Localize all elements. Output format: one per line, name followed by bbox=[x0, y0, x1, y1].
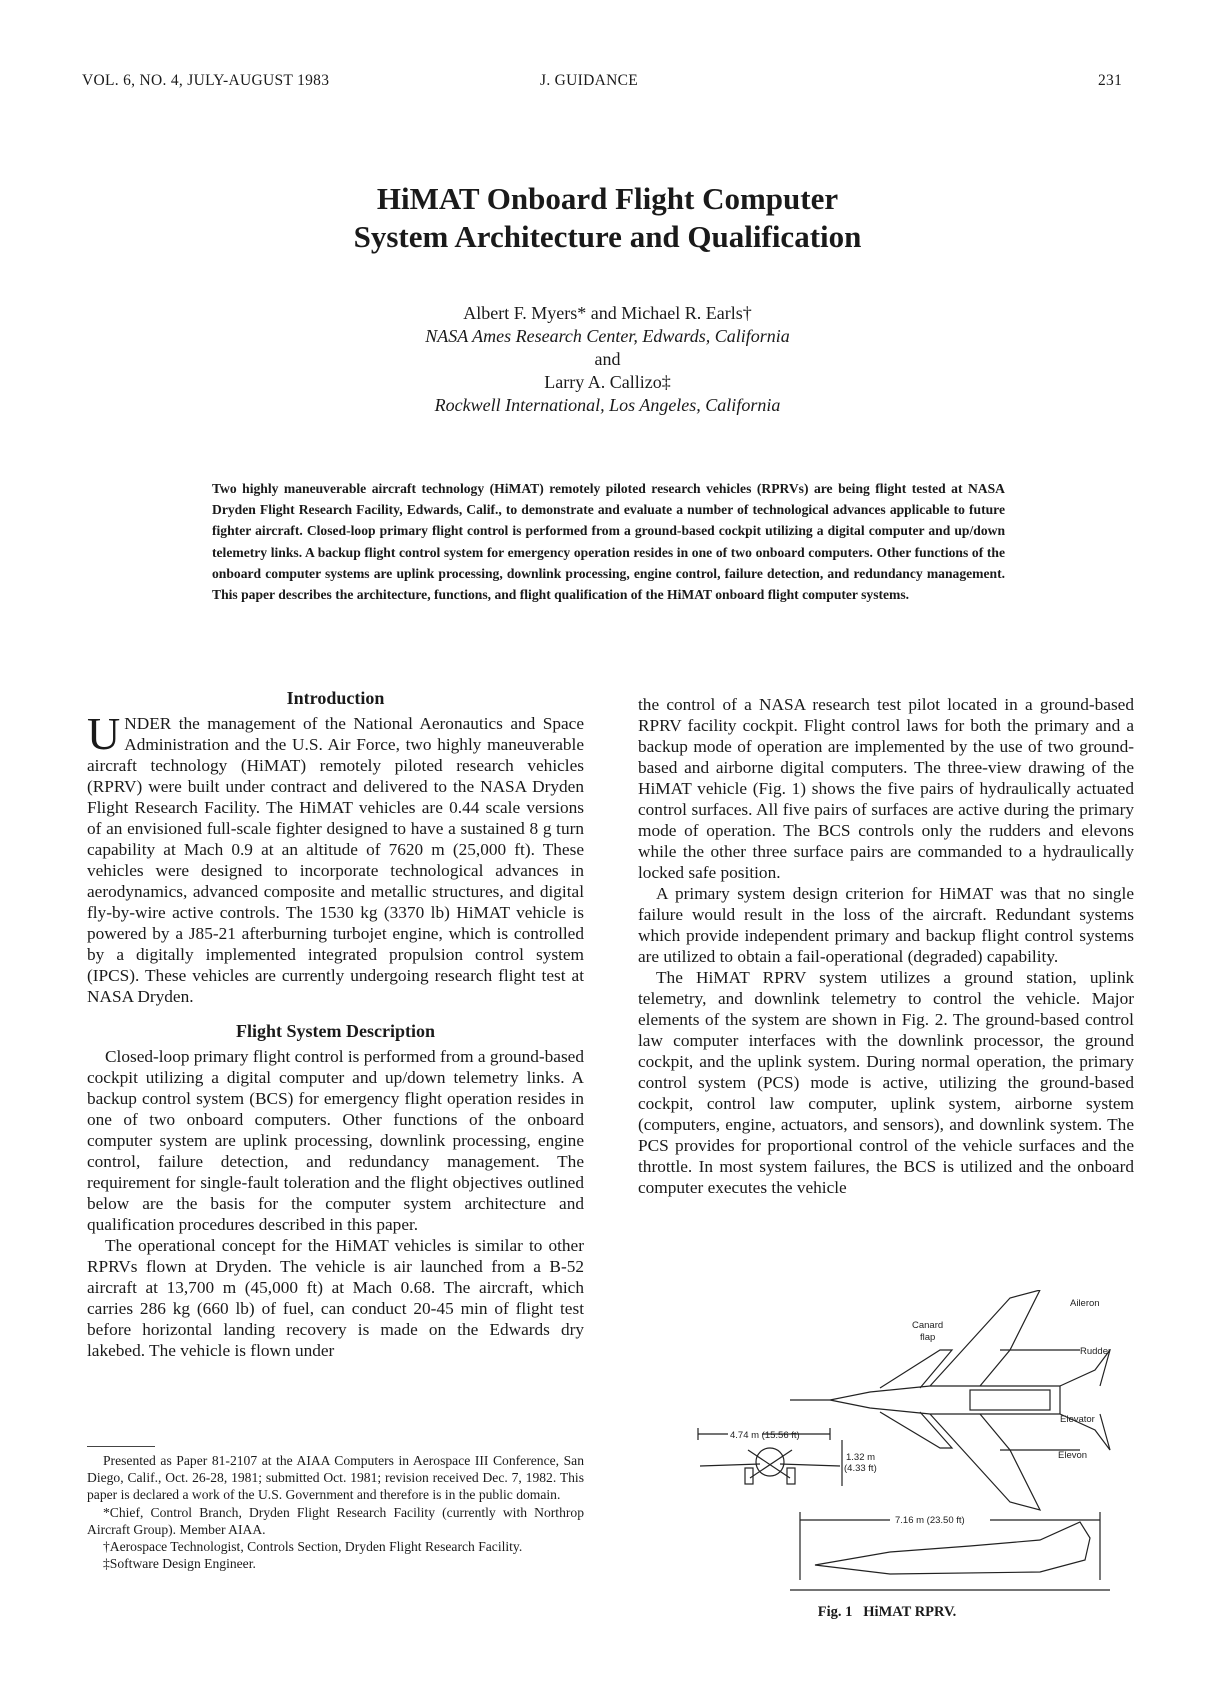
label-span: 4.74 m (15.56 ft) bbox=[730, 1430, 800, 1441]
title-line-2: System Architecture and Qualification bbox=[353, 219, 862, 254]
right-column bbox=[638, 694, 1134, 1198]
label-elevator: Elevator bbox=[1060, 1414, 1095, 1425]
paragraph: A primary system design criterion for HiMAT was that no single failure would result in the loss of the aircraft. Redundant systems which provide independent primary and backup flight control systems are utilized to obtain a fail-operational (degraded) capability. bbox=[638, 884, 1134, 966]
label-length: 7.16 m (23.50 ft) bbox=[895, 1515, 965, 1526]
label-elevon: Elevon bbox=[1058, 1450, 1088, 1461]
left-column bbox=[87, 688, 584, 1361]
drop-cap: U bbox=[87, 708, 121, 759]
paragraph: The HiMAT RPRV system utilizes a ground station, uplink telemetry, and downlink telemetry to control the vehicle. Major elements of the system are shown in Fig. 2. The ground-based control law computer interfaces with the downlink processor, the ground cockpit, and the uplink system. During normal operation, the primary control system (PCS) mode is active, utilizing the ground-based cockpit, control law computer, uplink system, airborne system (computers, engine, actuators, and sensors), and downlink system. The PCS provides for proportional control of the vehicle surfaces and the throttle. In most system failures, the BCS is utilized and the onboard computer executes the vehicle bbox=[638, 968, 1134, 1197]
intro-text: NDER the management of the National Aeronautics and Space Administration and the U.S. Air Force, two highly maneuverable aircraft technology (HiMAT) remotely piloted research vehicles (RPRV) were built under contract and delivered to the NASA Dryden Flight Research Facility. The HiMAT vehicles are 0.44 scale versions of an envisioned full-scale fighter designed to have a sustained 8 g turn capability at Mach 0.9 at an altitude of 7620 m (25,000 ft). These vehicles were designed to incorporate technological advances in aerodynamics, advanced composite and metallic structures, and digital fly-by-wire active controls. The 1530 kg (3370 lb) HiMAT vehicle is powered by a J85-21 afterburning turbojet engine, which is controlled by a digitally implemented integrated propulsion control system (IPCS). These vehicles are currently undergoing research flight test at NASA Dryden. bbox=[87, 714, 584, 1006]
footnotes bbox=[87, 1452, 584, 1572]
authors-and: and bbox=[594, 349, 621, 369]
authors-2: Larry A. Callizo‡ bbox=[544, 372, 671, 392]
paragraph: the control of a NASA research test pilot located in a ground-based RPRV facility cockpit. Flight control laws for both the primary and a backup mode of operation are implemented by the use of two ground-based and airborne digital computers. The three-view drawing of the HiMAT vehicle (Fig. 1) shows the five pairs of hydraulically actuated control surfaces. All five pairs of surfaces are active during the primary mode of operation. The BCS controls only the rudders and elevons while the other three surface pairs are commanded to a hydraulically locked safe position. bbox=[638, 695, 1134, 882]
paragraph: Closed-loop primary flight control is performed from a ground-based cockpit utilizing a digital computer and up/down telemetry links. A backup control system (BCS) for emergency flight operation resides in one of two onboard computers. Other functions of the onboard computer system are uplink processing, downlink processing, engine control, failure detection, and redundancy management. The requirement for single-fault toleration and the flight objectives outlined below are the basis for the computer system architecture and qualification procedures described in this paper. bbox=[87, 1047, 584, 1234]
intro-paragraph bbox=[87, 708, 584, 1007]
abstract: Two highly maneuverable aircraft technology (HiMAT) remotely piloted research vehicles (RPRVs) are being flight tested at NASA Dryden Flight Research Facility, Edwards, Calif., to demonstrate and evaluate a number of technological advances applicable to future fighter aircraft. Closed-loop primary flight control is performed from a ground-based cockpit utilizing a digital computer and up/down telemetry links. A backup flight control system for emergency operation resides in one of two onboard computers. Other functions of the onboard computer systems are uplink processing, downlink processing, engine control, failure detection, and redundancy management. This paper describes the architecture, functions, and flight qualification of the HiMAT onboard flight computer systems. bbox=[212, 481, 1005, 603]
paragraph: The operational concept for the HiMAT vehicles is similar to other RPRVs flown at Dryden. The vehicle is air launched from a B-52 aircraft at 13,700 m (45,000 ft) at Mach 0.68. The aircraft, which carries 286 kg (660 lb) of fuel, can conduct 20-45 min of flight test before horizontal landing recovery is made on the Edwards dry lakebed. The vehicle is flown under bbox=[87, 1236, 584, 1360]
label-height-m: 1.32 m bbox=[846, 1452, 876, 1463]
section-heading-flight-system: Flight System Description bbox=[236, 1021, 435, 1041]
label-height-ft: (4.33 ft) bbox=[844, 1463, 877, 1474]
page-number: 231 bbox=[1098, 72, 1123, 89]
footnote: ‡Software Design Engineer. bbox=[103, 1556, 256, 1572]
journal-name: J. GUIDANCE bbox=[540, 72, 639, 89]
figure-himat-three-view bbox=[640, 1290, 1140, 1600]
title-line-1: HiMAT Onboard Flight Computer bbox=[376, 181, 839, 216]
label-canard: Canard bbox=[912, 1320, 944, 1331]
figure-caption: Fig. 1 HiMAT RPRV. bbox=[817, 1604, 957, 1620]
label-aileron: Aileron bbox=[1070, 1298, 1100, 1309]
footnote: Presented as Paper 81-2107 at the AIAA Computers in Aerospace III Conference, San Diego, Calif., Oct. 26-28, 1981; submitted Oct. 1981; revision received Dec. 7, 1982. This paper is declared a work of the U.S. Government and therefore is in the public domain. bbox=[87, 1453, 584, 1503]
affiliation-1: NASA Ames Research Center, Edwards, California bbox=[425, 326, 790, 346]
journal-volume: VOL. 6, NO. 4, JULY-AUGUST 1983 bbox=[82, 72, 330, 89]
top-view-drawing bbox=[790, 1290, 1110, 1510]
footnote-rule bbox=[87, 1446, 155, 1447]
label-rudder: Rudder bbox=[1080, 1346, 1112, 1357]
paper-title bbox=[0, 180, 1215, 256]
authors-1: Albert F. Myers* and Michael R. Earls† bbox=[463, 303, 752, 323]
footnote: *Chief, Control Branch, Dryden Flight Research Facility (currently with Northrop Aircraft Group). Member AIAA. bbox=[87, 1504, 584, 1537]
affiliation-2: Rockwell International, Los Angeles, California bbox=[434, 395, 781, 415]
section-heading-introduction: Introduction bbox=[286, 688, 385, 708]
label-flap: flap bbox=[920, 1332, 936, 1343]
author-block bbox=[0, 302, 1215, 417]
footnote: †Aerospace Technologist, Controls Section, Dryden Flight Research Facility. bbox=[103, 1539, 523, 1555]
